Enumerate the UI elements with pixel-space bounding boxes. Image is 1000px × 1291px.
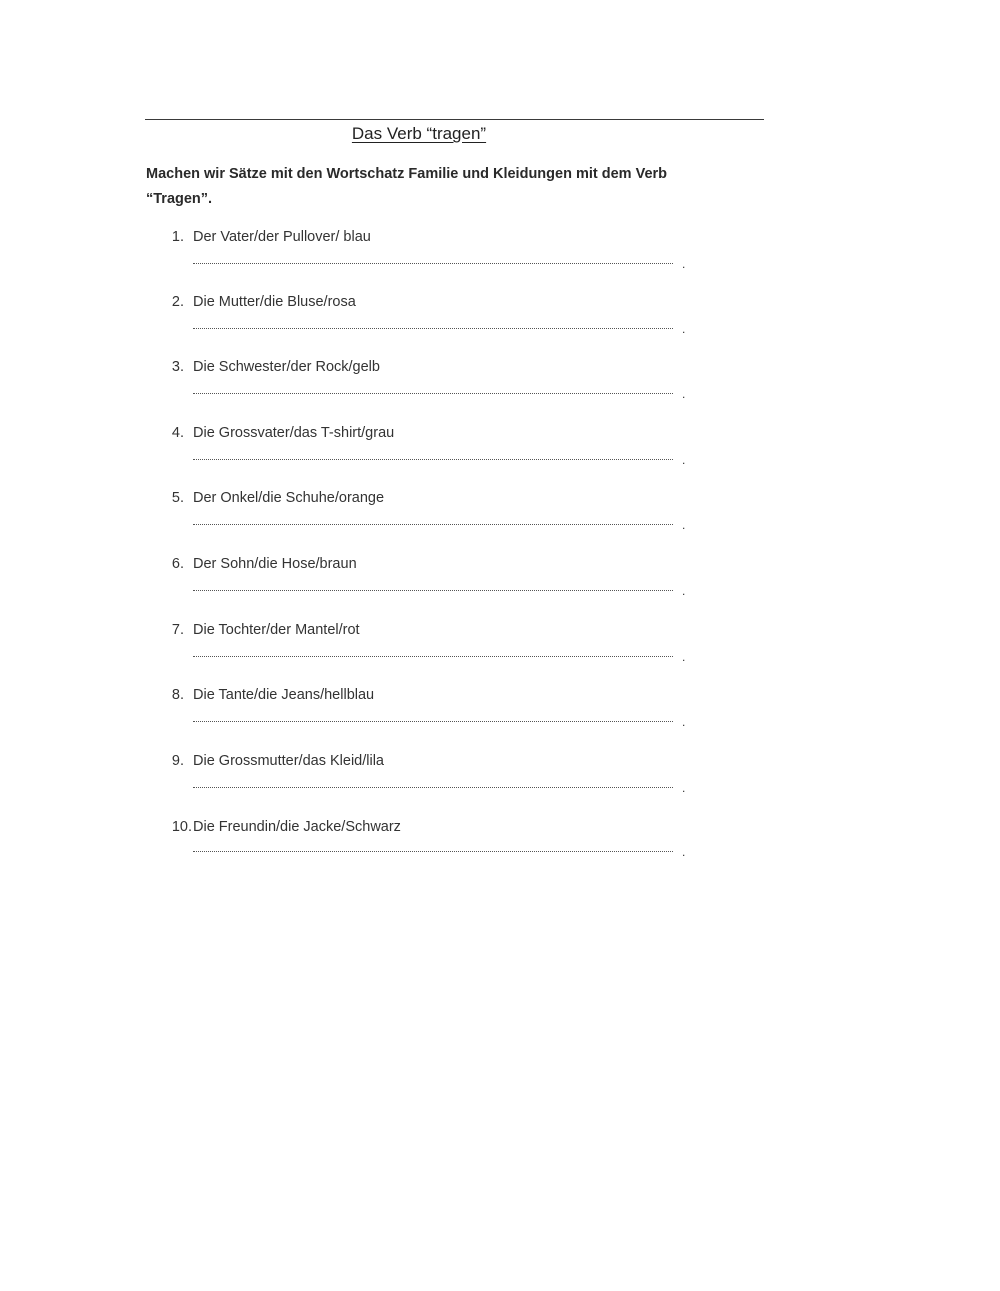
item-number: 3. bbox=[171, 359, 184, 375]
exercise-item bbox=[0, 229, 1000, 289]
item-number: 6. bbox=[171, 556, 184, 572]
worksheet-title: Das Verb “tragen” bbox=[351, 124, 487, 143]
answer-line[interactable] bbox=[193, 263, 673, 264]
item-prompt: Die Freundin/die Jacke/Schwarz bbox=[193, 819, 401, 835]
item-prompt: Der Sohn/die Hose/braun bbox=[193, 556, 357, 572]
item-prompt: Der Onkel/die Schuhe/orange bbox=[193, 490, 385, 506]
answer-period: . bbox=[682, 387, 686, 401]
answer-period: . bbox=[682, 845, 686, 859]
answer-line[interactable] bbox=[193, 393, 673, 394]
answer-line[interactable] bbox=[193, 590, 673, 591]
item-number: 2. bbox=[171, 294, 184, 310]
item-prompt: Der Vater/der Pullover/ blau bbox=[193, 229, 371, 245]
item-prompt: Die Tante/die Jeans/hellblau bbox=[193, 687, 375, 703]
answer-period: . bbox=[682, 518, 686, 532]
item-number: 1. bbox=[171, 229, 184, 245]
answer-line[interactable] bbox=[193, 524, 673, 525]
answer-period: . bbox=[682, 781, 686, 795]
answer-line[interactable] bbox=[193, 851, 673, 852]
exercise-item bbox=[0, 294, 1000, 354]
item-prompt: Die Schwester/der Rock/gelb bbox=[193, 359, 380, 375]
answer-line[interactable] bbox=[193, 328, 673, 329]
answer-line[interactable] bbox=[193, 459, 673, 460]
answer-period: . bbox=[682, 584, 686, 598]
item-number: 4. bbox=[171, 425, 184, 441]
answer-line[interactable] bbox=[193, 656, 673, 657]
answer-period: . bbox=[682, 453, 686, 467]
exercise-item bbox=[0, 359, 1000, 419]
item-prompt: Die Mutter/die Bluse/rosa bbox=[193, 294, 356, 310]
answer-period: . bbox=[682, 322, 686, 336]
exercise-item bbox=[0, 425, 1000, 485]
exercise-item bbox=[0, 819, 1000, 879]
item-number: 10. bbox=[171, 819, 192, 835]
item-number: 8. bbox=[171, 687, 184, 703]
instruction-text: Machen wir Sätze mit den Wortschatz Familie und Kleidungen mit dem Verb “Tragen”. bbox=[146, 166, 668, 207]
exercise-item bbox=[0, 490, 1000, 550]
item-number: 9. bbox=[171, 753, 184, 769]
item-prompt: Die Tochter/der Mantel/rot bbox=[193, 622, 360, 638]
answer-period: . bbox=[682, 257, 686, 271]
item-number: 7. bbox=[171, 622, 184, 638]
answer-period: . bbox=[682, 650, 686, 664]
exercise-item bbox=[0, 556, 1000, 616]
answer-line[interactable] bbox=[193, 787, 673, 788]
exercise-item bbox=[0, 687, 1000, 747]
answer-line[interactable] bbox=[193, 721, 673, 722]
header-rule bbox=[145, 119, 764, 120]
item-prompt: Die Grossvater/das T-shirt/grau bbox=[193, 425, 395, 441]
exercise-item bbox=[0, 622, 1000, 682]
item-prompt: Die Grossmutter/das Kleid/lila bbox=[193, 753, 384, 769]
exercise-item bbox=[0, 753, 1000, 813]
item-number: 5. bbox=[171, 490, 184, 506]
answer-period: . bbox=[682, 715, 686, 729]
